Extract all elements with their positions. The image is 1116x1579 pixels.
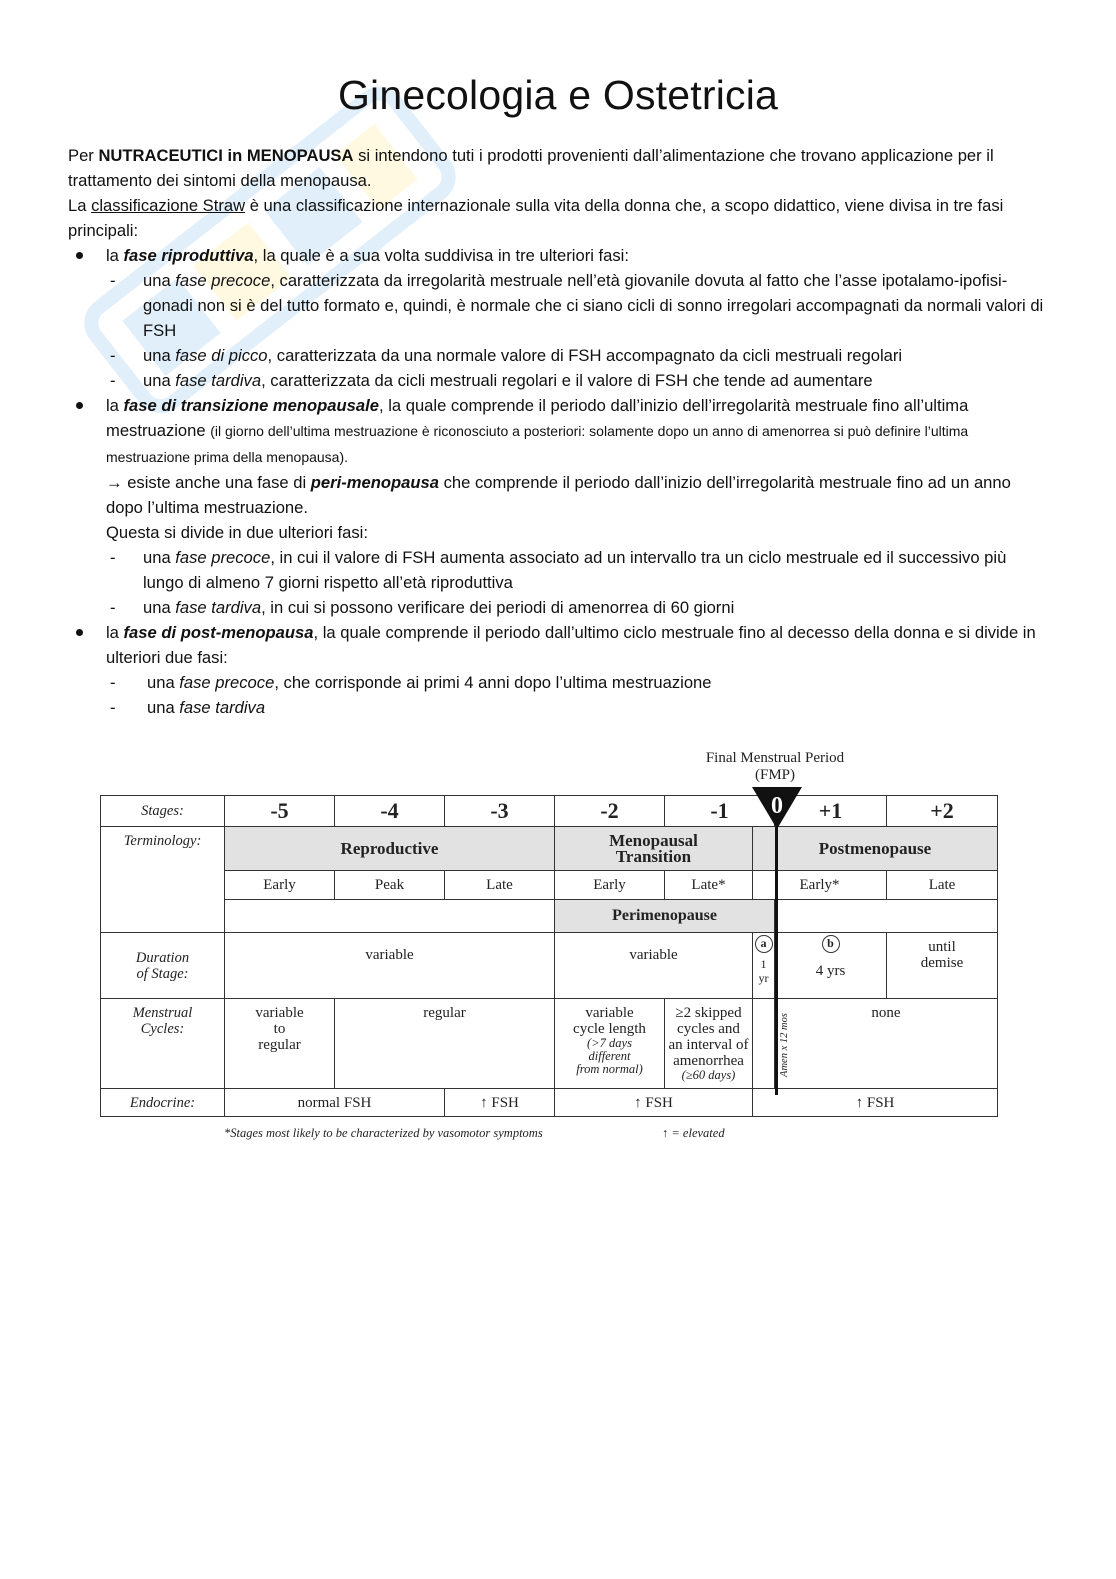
duration-row xyxy=(101,933,998,999)
subphase-row xyxy=(101,871,998,900)
fmp-zero: 0 xyxy=(771,793,783,819)
circle-a-icon: a xyxy=(755,935,773,953)
duration-until-demise: until demise xyxy=(887,933,998,999)
document-body xyxy=(68,143,1048,720)
duration-transition: variable xyxy=(555,933,753,999)
elevated-legend: ↑ = elevated xyxy=(662,1126,725,1140)
list-item: - una fase precoce, che corrisponde ai primi 4 anni dopo l’ultima mestruazione xyxy=(147,670,1048,695)
duration-one-year: a 1 yr xyxy=(753,933,775,999)
menstrual-label: Menstrual Cycles: xyxy=(101,999,225,1089)
stage-cell: -5 xyxy=(225,796,335,827)
page-title: Ginecologia e Ostetricia xyxy=(337,72,779,118)
stage-cell: -4 xyxy=(335,796,445,827)
table-footnote: *Stages most likely to be characterized by vasomotor symptoms xyxy=(224,1126,543,1140)
intro-paragraph-2: La classificazione Straw è una classificazione internazionale sulla vita della donna che, a scopo didattico, viene divisa in tre fasi principali: xyxy=(68,196,1004,240)
list-item: - una fase precoce, in cui il valore di FSH aumenta associato ad un intervallo tra un ciclo mestruale ed il successivo più lungo di almeno 7 giorni rispetto all’età riproduttiva xyxy=(143,545,1048,595)
stage-cell: +2 xyxy=(887,796,998,827)
perimenopause-cell: Perimenopause xyxy=(555,900,775,933)
reproductive-cell: Reproductive xyxy=(225,827,555,871)
subphase-cell: Peak xyxy=(335,871,445,900)
phase-post-menopausa: la fase di post-menopausa, la quale comprende il periodo dall’ultimo ciclo mestruale fino al decesso della donna e si divide in ulteriori due fasi: - una fase precoce, che corrisponde ai primi 4 anni dopo l’ultima mestruazione - una fase tardiva xyxy=(106,620,1048,720)
endocrine-up-fsh: ↑ FSH xyxy=(445,1089,555,1117)
endocrine-up-fsh: ↑ FSH xyxy=(753,1089,998,1117)
phase-transizione-subphases xyxy=(106,545,1048,620)
duration-four-years: b 4 yrs xyxy=(775,933,887,999)
empty-cell xyxy=(775,900,998,933)
endocrine-label: Endocrine: xyxy=(101,1089,225,1117)
subphase-cell: Late* xyxy=(665,871,753,900)
stage-cell: +1 xyxy=(775,796,887,827)
terminology-row xyxy=(101,827,998,871)
list-item: - una fase tardiva, caratterizzata da cicli mestruali regolari e il valore di FSH che tende ad aumentare xyxy=(143,368,1048,393)
subphase-cell: Early* xyxy=(753,871,887,900)
phase-riproduttiva: la fase riproduttiva, la quale è a sua volta suddivisa in tre ulteriori fasi: - una fase precoce, caratterizzata da irregolarità mestruale nell’età giovanile dovuta al fatto che l’asse ipotalamo-ipofisi-gonadi non si è del tutto formato e, quindi, è normale che ci siano cicli di sonno irregolari accompagnati da normali valori di FSH - una fase di picco, caratterizzata da una normale valore di FSH accompagnato da cicli mestruali regolari - una fase tardiva, caratterizzata da cicli mestruali regolari e il valore di FSH che tende ad aumentare xyxy=(106,243,1048,393)
circle-b-icon: b xyxy=(822,935,840,953)
classificazione-straw-term: classificazione Straw xyxy=(91,196,246,215)
straw-staging-figure xyxy=(100,745,1000,1155)
duration-label: Duration of Stage: xyxy=(101,933,225,999)
nutraceutici-term: NUTRACEUTICI in MENOPAUSA xyxy=(98,146,354,165)
duration-reproductive: variable xyxy=(225,933,555,999)
phase-transizione: la fase di transizione menopausale, la quale comprende il periodo dall’inizio dell’irregolarità mestruale fino all’ultima mestruazione (il giorno dell’ultima mestruazione è riconosciuto a posteriori: solamente dopo un anno di amenorrea si può definire l’ultima mestruazione prima della menopausa). → esiste anche una fase di peri-menopausa che comprende il periodo dall’inizio dell’irregolarità mestruale fino ad un anno dopo l’ultima mestruazione. Questa si divide in due ulteriori fasi: - una fase precoce, in cui il valore di FSH aumenta associato ad un intervallo tra un ciclo mestruale ed il successivo più lungo di almeno 7 giorni rispetto all’età riproduttiva - una fase tardiva, in cui si possono verificare dei periodi di amenorrea di 60 giorni xyxy=(106,393,1048,620)
stages-label: Stages: xyxy=(101,796,225,827)
subphase-cell: Early xyxy=(225,871,335,900)
phase-riproduttiva-subphases xyxy=(106,268,1048,393)
subphase-cell: Late xyxy=(445,871,555,900)
menstrual-skipped-cycles: ≥2 skipped cycles and an interval of amenorrhea (≥60 days) xyxy=(665,999,753,1089)
phase-list xyxy=(68,243,1048,720)
stage-cell: -2 xyxy=(555,796,665,827)
intro-paragraph-1: Per NUTRACEUTICI in MENOPAUSA si intendono tuti i prodotti provenienti dall’alimentazione che trovano applicazione per il trattamento dei sintomi della menopausa. xyxy=(68,146,994,190)
subphase-cell: Late xyxy=(887,871,998,900)
list-item: - una fase tardiva, in cui si possono verificare dei periodi di amenorrea di 60 giorni xyxy=(143,595,1048,620)
menstrual-variable-to-regular: variable to regular xyxy=(225,999,335,1089)
menopausal-transition-cell: Menopausal Transition xyxy=(555,827,753,871)
fmp-line xyxy=(775,827,779,1095)
perimenopause-row xyxy=(101,900,998,933)
menstrual-none: none xyxy=(775,999,998,1089)
list-item: - una fase tardiva xyxy=(147,695,1048,720)
fmp-marker-icon xyxy=(752,787,802,829)
stages-row xyxy=(101,796,998,827)
terminology-label: Terminology: xyxy=(101,827,225,933)
menstrual-regular: regular xyxy=(335,999,555,1089)
straw-table xyxy=(100,795,998,1117)
menstrual-amenorrhea-12mo: Amen x 12 mos xyxy=(753,999,775,1089)
stage-cell: -1 xyxy=(665,796,775,827)
endocrine-row xyxy=(101,1089,998,1117)
subphase-cell: Early xyxy=(555,871,665,900)
list-item: - una fase di picco, caratterizzata da una normale valore di FSH accompagnato da cicli mestruali regolari xyxy=(143,343,1048,368)
stage-cell: -3 xyxy=(445,796,555,827)
postmenopause-cell: Postmenopause xyxy=(753,827,998,871)
endocrine-up-fsh: ↑ FSH xyxy=(555,1089,753,1117)
list-item: - una fase precoce, caratterizzata da irregolarità mestruale nell’età giovanile dovuta al fatto che l’asse ipotalamo-ipofisi-gonadi non si è del tutto formato e, quindi, è normale che ci siano cicli di sonno irregolari accompagnati da normali valori di FSH xyxy=(143,268,1048,343)
fmp-label: Final Menstrual Period (FMP) xyxy=(705,750,845,783)
arrow-icon: → xyxy=(106,473,123,492)
menstrual-row xyxy=(101,999,998,1089)
phase-post-menopausa-subphases xyxy=(106,670,1048,720)
empty-cell xyxy=(225,900,555,933)
menstrual-cycle-length: variable cycle length (>7 days different from normal) xyxy=(555,999,665,1089)
endocrine-normal: normal FSH xyxy=(225,1089,445,1117)
